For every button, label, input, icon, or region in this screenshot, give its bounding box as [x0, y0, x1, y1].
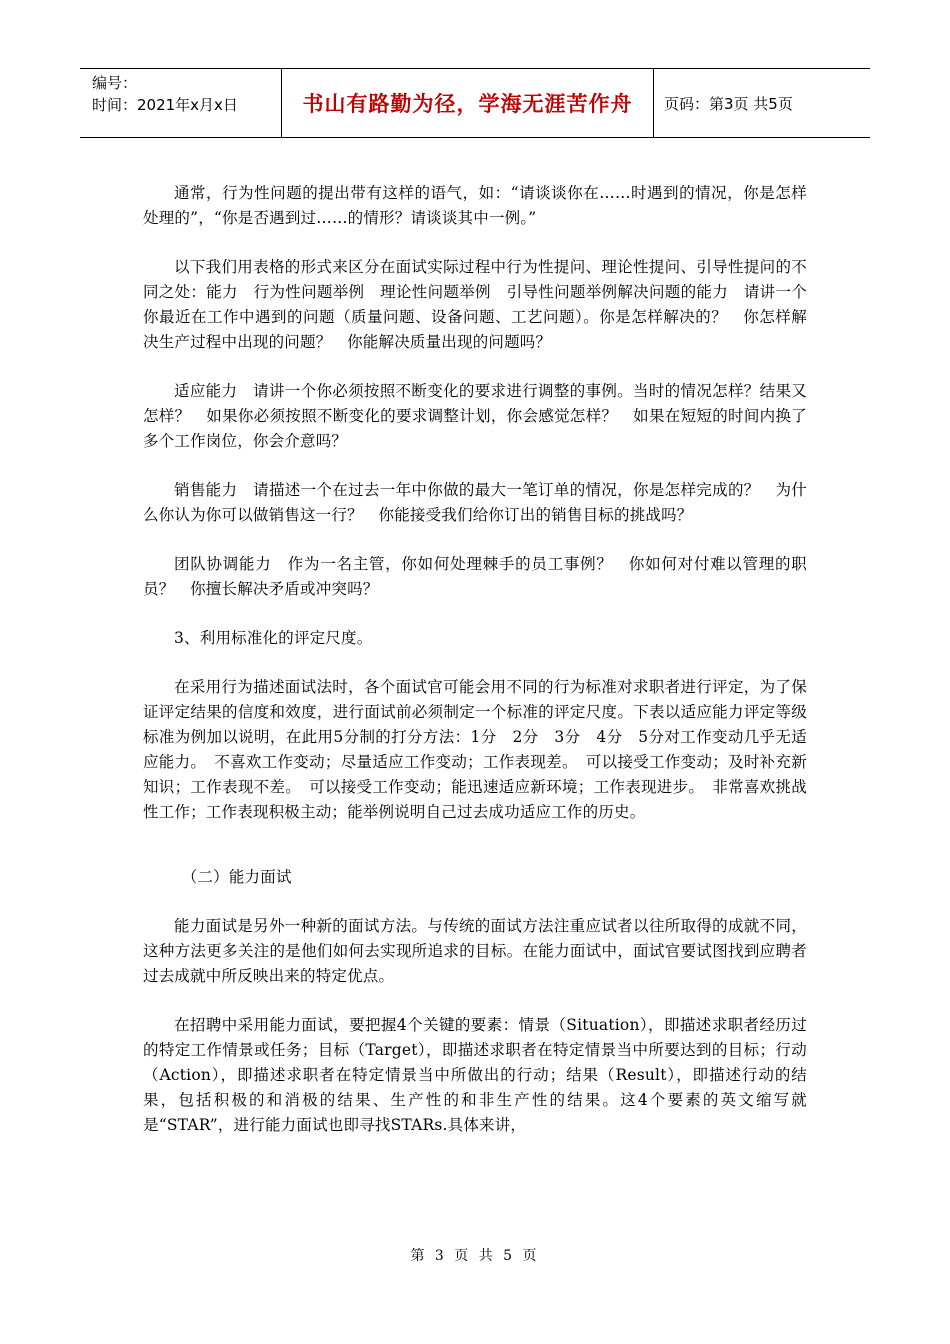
- paragraph: 在采用行为描述面试法时，各个面试官可能会用不同的行为标准对求职者进行评定，为了保证评定结果的信度和效度，进行面试前必须制定一个标准的评定尺度。下表以适应能力评定等级标准为例加以说明，在此用5分制的打分方法：1分 2分 3分 4分 5分对工作变动几乎无适应能力。 不喜欢工作变动；尽量适应工作变动；工作表现差。 可以接受工作变动；及时补充新知识；工作表现不差。 可以接受工作变动；能迅速适应新环境；工作表现进步。 非常喜欢挑战性工作；工作表现积极主动；能举例说明自己过去成功适应工作的历史。: [143, 678, 807, 821]
- document-body: [143, 181, 807, 1162]
- page-footer: 第 3 页 共 5 页: [410, 1248, 540, 1264]
- paragraph: 适应能力 请讲一个你必须按照不断变化的要求进行调整的事例。当时的情况怎样？结果又怎样？ 如果你必须按照不断变化的要求调整计划，你会感觉怎样？ 如果在短短的时间内换了多个工作岗位，你会介意吗？: [143, 382, 807, 450]
- header-meta: [80, 69, 282, 137]
- paragraph: 以下我们用表格的形式来区分在面试实际过程中行为性提问、理论性提问、引导性提问的不同之处：能力 行为性问题举例 理论性问题举例 引导性问题举例解决问题的能力 请讲一个你最近在工作中遇到的问题（质量问题、设备问题、工艺问题）。你是怎样解决的？ 你怎样解决生产过程中出现的问题？ 你能解决质量出现的问题吗？: [143, 258, 807, 351]
- header-motto-cell: [282, 69, 654, 137]
- paragraph: 在招聘中采用能力面试，要把握4个关键的要素：情景（Situation），即描述求职者经历过的特定工作情景或任务；目标（Target），即描述求职者在特定情景当中所要达到的目标；行动（Action），即描述求职者在特定情景当中所做出的行动；结果（Result），即描述行动的结果，包括积极的和消极的结果、生产性的和非生产性的结果。这4个要素的英文缩写就是“STAR”，进行能力面试也即寻找STARs.具体来讲，: [143, 1016, 807, 1134]
- header-motto: 书山有路勤为径，学海无涯苦作舟: [302, 92, 633, 116]
- section-item-3: 3、利用标准化的评定尺度。: [174, 629, 373, 647]
- paragraph: 通常，行为性问题的提出带有这样的语气，如：“请谈谈你在……时遇到的情况，你是怎样处理的”，“你是否遇到过……的情形？请谈谈其中一例。”: [143, 184, 807, 227]
- paragraph: 团队协调能力 作为一名主管，你如何处理棘手的员工事例？ 你如何对付难以管理的职员？ 你擅长解决矛盾或冲突吗？: [143, 555, 807, 598]
- page-header: [80, 68, 870, 138]
- section-heading: （二）能力面试: [181, 868, 292, 886]
- header-page-number: 页码：第3页 共5页: [664, 94, 793, 113]
- paragraph: 销售能力 请描述一个在过去一年中你做的最大一笔订单的情况，你是怎样完成的？ 为什么你认为你可以做销售这一行？ 你能接受我们给你订出的销售目标的挑战吗？: [143, 481, 807, 524]
- document-number-label: 编号：: [92, 74, 138, 92]
- document-date-label: 时间：2021年x月x日: [92, 96, 238, 114]
- header-page-cell: [654, 69, 870, 137]
- paragraph: 能力面试是另外一种新的面试方法。与传统的面试方法注重应试者以往所取得的成就不同，这种方法更多关注的是他们如何去实现所追求的目标。在能力面试中，面试官要试图找到应聘者过去成就中所反映出来的特定优点。: [143, 917, 807, 985]
